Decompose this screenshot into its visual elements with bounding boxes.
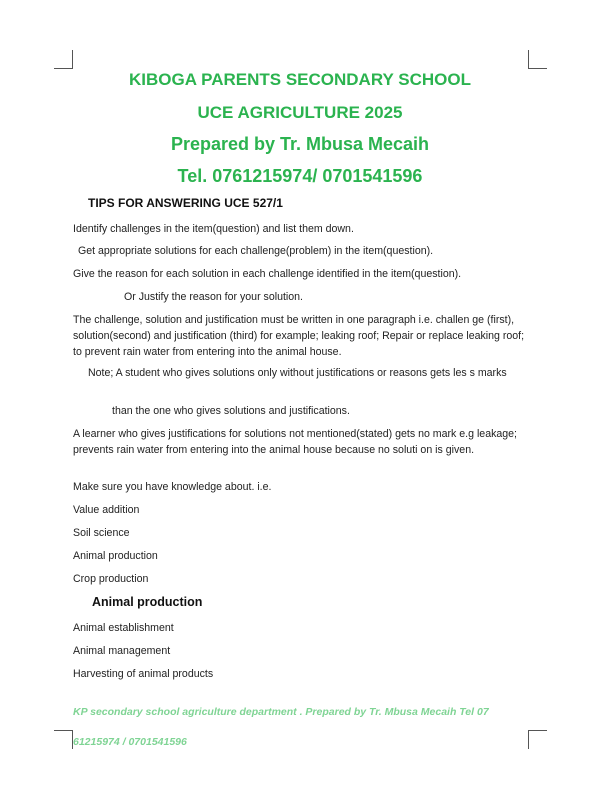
footer-line-2: 61215974 / 0701541596 [73,736,187,748]
paragraph: The challenge, solution and justification must be written in one paragraph i.e. challen ge (first), solution(second) and justification (third) for example; leaking roof; Repair or replace leaking roof; to prevent rain water from entering into the animal house. [73,314,525,358]
list-item: Animal production [73,550,158,562]
note-paragraph: Note; A student who gives solutions only without justifications or reasons gets les s marks [88,367,507,379]
paragraph: Or Justify the reason for your solution. [124,291,303,303]
list-item: Harvesting of animal products [73,668,214,680]
crop-mark-top-right [528,50,547,69]
animal-production-heading: Animal production [92,595,203,609]
paragraph: Make sure you have knowledge about. i.e. [73,481,272,493]
tips-heading: TIPS FOR ANSWERING UCE 527/1 [88,196,283,210]
subject-title: UCE AGRICULTURE 2025 [197,103,403,122]
list-item: Crop production [73,573,149,585]
paragraph: Give the reason for each solution in each challenge identified in the item(question). [73,268,462,280]
list-item: Soil science [73,527,130,539]
crop-mark-bottom-left [54,730,73,749]
school-name: KIBOGA PARENTS SECONDARY SCHOOL [129,70,471,89]
paragraph: A learner who gives justifications for solutions not mentioned(stated) gets no mark e.g leakage; prevents rain water from entering into the animal house because no soluti on is given. [73,428,518,456]
paragraph: Identify challenges in the item(question) and list them down. [73,223,354,235]
list-item: Animal management [73,645,171,657]
paragraph: than the one who gives solutions and justifications. [112,405,350,417]
list-item: Value addition [73,504,140,516]
list-item: Animal establishment [73,622,174,634]
paragraph: Get appropriate solutions for each challenge(problem) in the item(question). [78,245,434,257]
footer-line-1: KP secondary school agriculture department . Prepared by Tr. Mbusa Mecaih Tel 07 [73,706,489,718]
telephone: Tel. 0761215974/ 0701541596 [177,166,423,186]
crop-mark-top-left [54,50,73,69]
prepared-by: Prepared by Tr. Mbusa Mecaih [170,134,430,154]
